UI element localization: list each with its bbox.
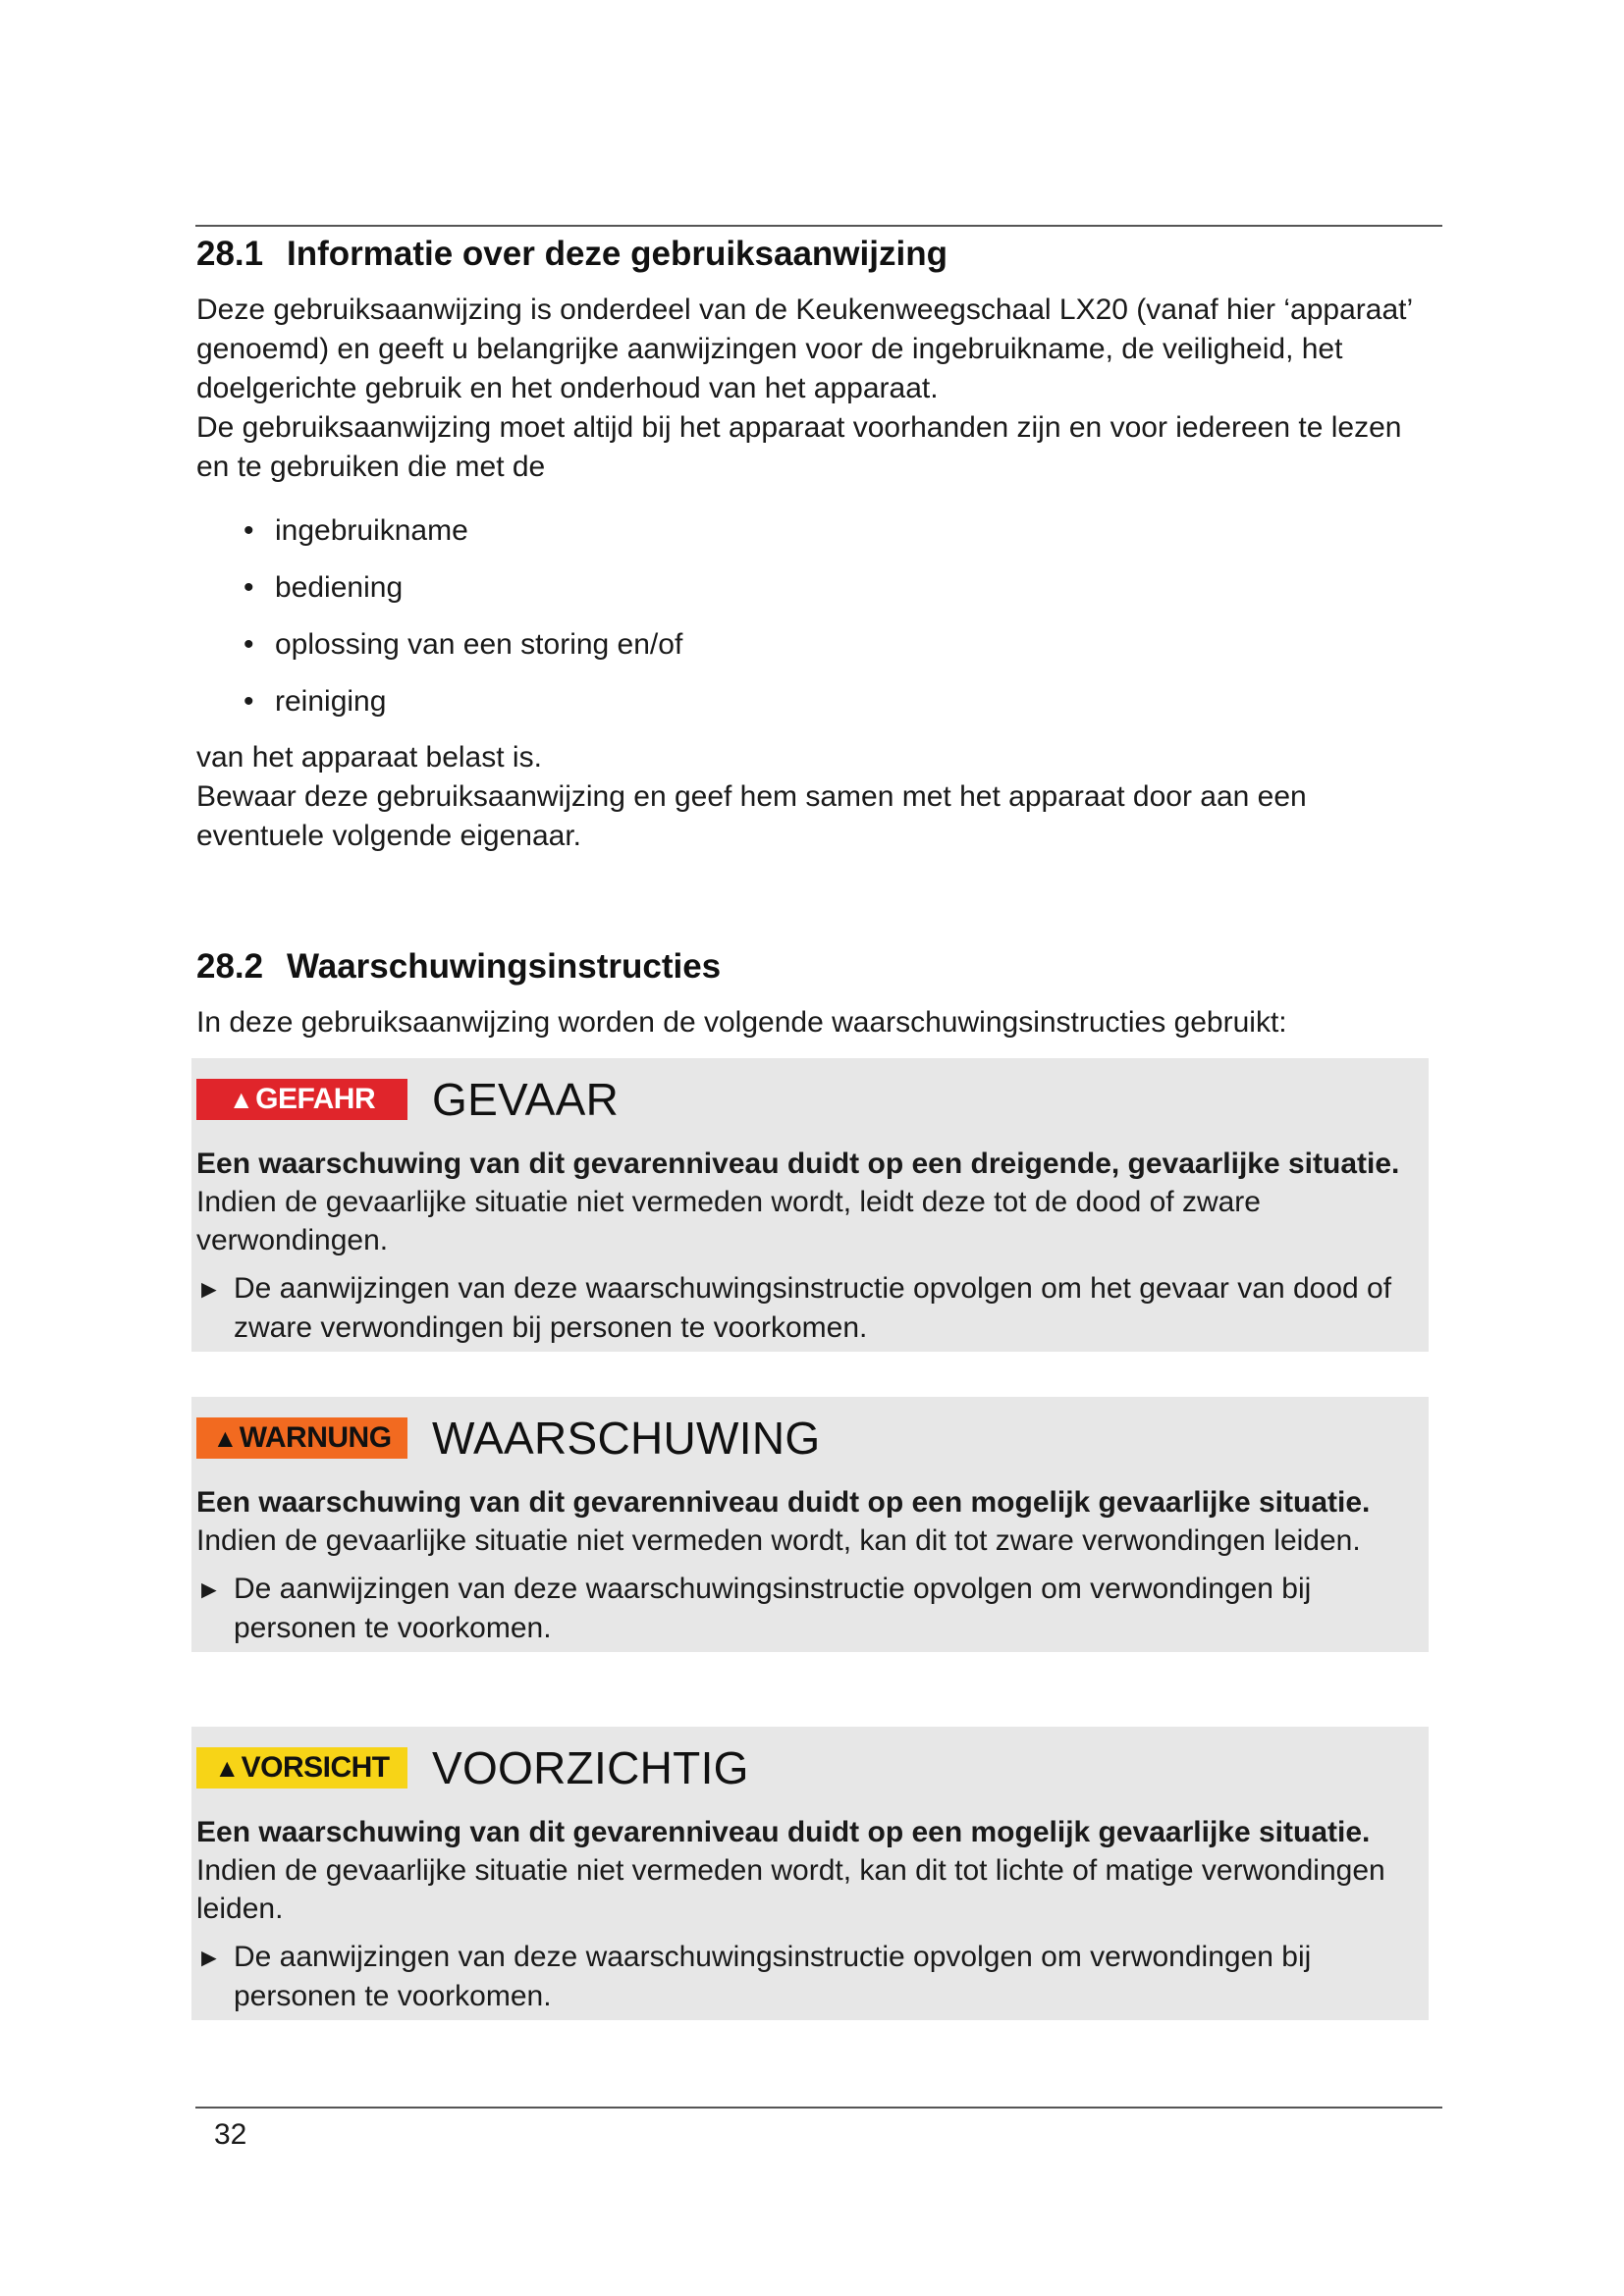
warning-title: WAARSCHUWING <box>432 1413 821 1464</box>
list-item: • bediening <box>196 560 1434 616</box>
warning-title: GEVAAR <box>432 1074 620 1125</box>
warning-triangle-icon: ▲ <box>228 1084 254 1114</box>
warning-action-text: De aanwijzingen van deze waarschuwingsinstructie opvolgen om het gevaar van dood of zware verwondingen bij personen te voorkomen. <box>234 1272 1392 1344</box>
section-title: Waarschuwingsinstructies <box>287 947 722 986</box>
warning-bold-text: Een waarschuwing van dit gevarenniveau duidt op een mogelijk gevaarlijke situatie. <box>196 1486 1371 1519</box>
section-number: 28.2 <box>196 947 264 986</box>
warning-header <box>196 1060 1429 1139</box>
paragraph: Deze gebruiksaanwijzing is onderdeel van de Keukenweegschaal LX20 (vanaf hier ‘apparaat’ genoemd) en geeft u belangrijke aanwijzingen voor de ingebruikname, de veiligheid, het doelgerichte gebruik en het onderhoud van het apparaat. <box>196 294 1413 404</box>
warning-action <box>196 1570 1429 1648</box>
section-heading <box>196 940 1434 993</box>
paragraph: In deze gebruiksaanwijzing worden de volgende waarschuwingsinstructies gebruikt: <box>196 1006 1287 1039</box>
warning-header <box>196 1729 1429 1807</box>
footer-rule <box>195 2107 1442 2109</box>
warning-description <box>196 1483 1429 1560</box>
warning-text: Indien de gevaarlijke situatie niet vermeden wordt, leidt deze tot de dood of zware verwondingen. <box>196 1186 1261 1256</box>
warning-header <box>196 1399 1429 1477</box>
warning-description <box>196 1813 1429 1928</box>
paragraph: Bewaar deze gebruiksaanwijzing en geef hem samen met het apparaat door aan een eventuele volgende eigenaar. <box>196 780 1307 852</box>
bullet-list <box>196 503 1434 730</box>
warning-action-text: De aanwijzingen van deze waarschuwingsinstructie opvolgen om verwondingen bij personen te voorkomen. <box>234 1941 1312 2012</box>
warning-bold-text: Een waarschuwing van dit gevarenniveau duidt op een mogelijk gevaarlijke situatie. <box>196 1816 1371 1848</box>
right-arrow-icon: ► <box>196 1274 222 1304</box>
section-information <box>196 228 1434 856</box>
section-title: Informatie over deze gebruiksaanwijzing <box>287 235 947 273</box>
warning-description <box>196 1145 1429 1259</box>
warning-action <box>196 1269 1429 1348</box>
warning-bold-text: Een waarschuwing van dit gevarenniveau duidt op een dreigende, gevaarlijke situatie. <box>196 1148 1400 1180</box>
list-item: • reiniging <box>196 673 1434 730</box>
paragraph: De gebruiksaanwijzing moet altijd bij het apparaat voorhanden zijn en voor iedereen te lezen en te gebruiken die met de <box>196 411 1402 483</box>
warning-triangle-icon: ▲ <box>212 1422 238 1453</box>
warning-action <box>196 1938 1429 2016</box>
signal-word: WARNUNG <box>239 1421 392 1454</box>
warning-action-text: De aanwijzingen van deze waarschuwingsinstructie opvolgen om verwondingen bij personen te voorkomen. <box>234 1573 1312 1644</box>
warning-text: Indien de gevaarlijke situatie niet vermeden wordt, kan dit tot lichte of matige verwondingen leiden. <box>196 1854 1385 1925</box>
warning-box-caution <box>191 1727 1429 2020</box>
warning-title: VOORZICHTIG <box>432 1742 749 1793</box>
section-number: 28.1 <box>196 235 264 273</box>
signal-word: GEFAHR <box>255 1083 376 1115</box>
paragraph: van het apparaat belast is. <box>196 741 542 774</box>
signal-word-label <box>196 1747 407 1789</box>
signal-word-label <box>196 1417 407 1459</box>
section-warnings <box>196 940 1434 2020</box>
warning-box-danger <box>191 1058 1429 1352</box>
warning-text: Indien de gevaarlijke situatie niet vermeden wordt, kan dit tot zware verwondingen leiden. <box>196 1524 1361 1557</box>
list-item: • oplossing van een storing en/of <box>196 616 1434 673</box>
right-arrow-icon: ► <box>196 1575 222 1604</box>
page-content <box>196 228 1434 2020</box>
right-arrow-icon: ► <box>196 1943 222 1972</box>
signal-word-label <box>196 1079 407 1120</box>
list-item: • ingebruikname <box>196 503 1434 560</box>
page-number: 32 <box>214 2118 247 2151</box>
section-heading <box>196 228 1434 281</box>
warning-triangle-icon: ▲ <box>214 1752 240 1783</box>
header-rule <box>195 225 1442 227</box>
warning-box-warning <box>191 1397 1429 1652</box>
signal-word: VORSICHT <box>241 1751 390 1784</box>
